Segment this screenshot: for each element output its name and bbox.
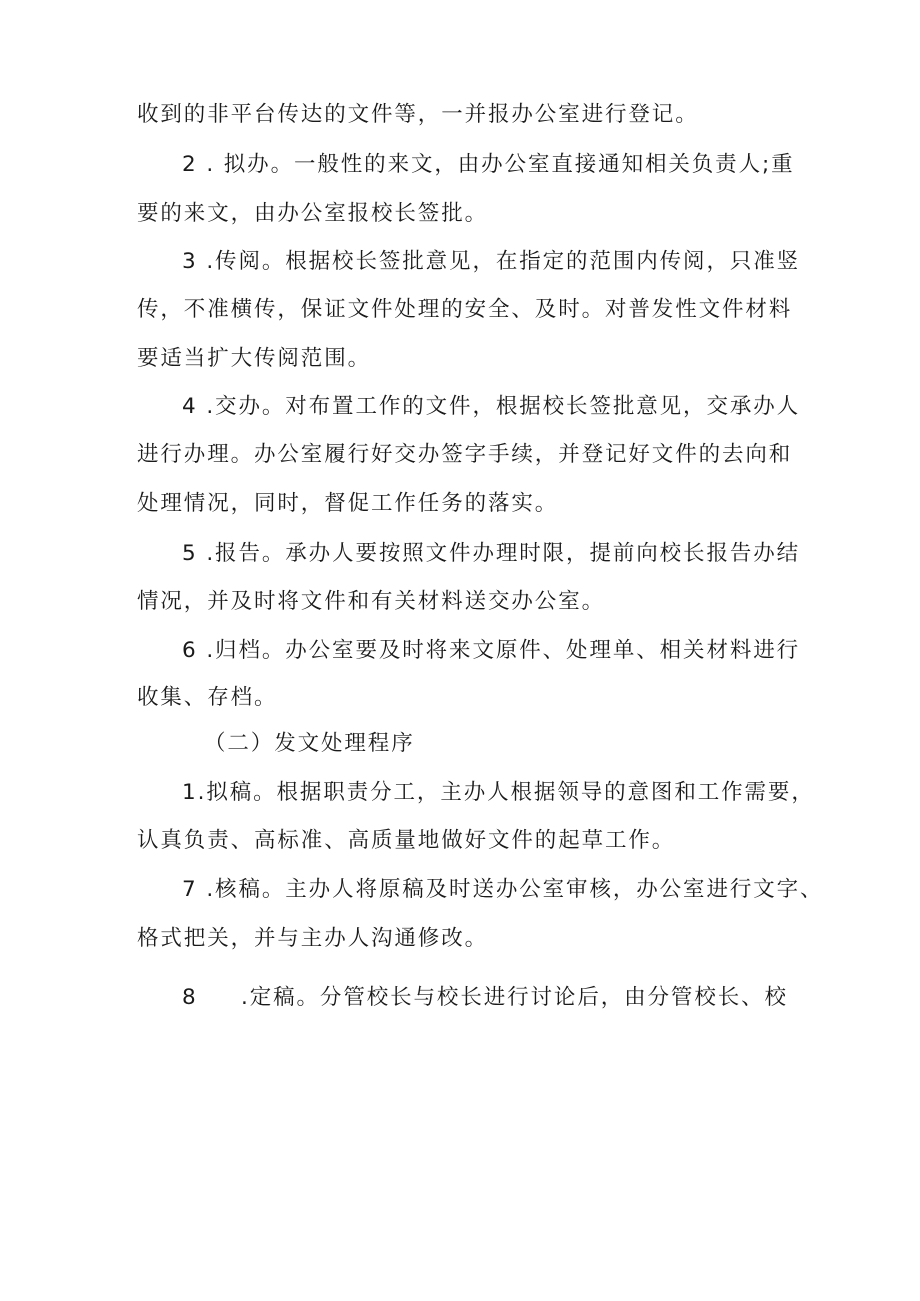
text-line: 收集、存档。: [137, 685, 278, 710]
text-line: 处理情况，同时，督促工作任务的落实。: [137, 491, 559, 516]
text-line: 要适当扩大传阅范围。: [137, 346, 372, 371]
text-line: 要的来文，由办公室报校长签批。: [137, 201, 489, 226]
text-line: 格式把关，并与主办人沟通修改。: [137, 926, 489, 951]
item-number: 8: [182, 985, 196, 1010]
text-line: 传，不准横传，保证文件处理的安全、及时。对普发性文件材料: [137, 297, 793, 322]
text-line: 认真负责、高标准、高质量地做好文件的起草工作。: [137, 828, 676, 853]
text-line: 3 .传阅。根据校长签批意见，在指定的范围内传阅，只准竖: [182, 249, 801, 274]
section-heading: （二）发文处理程序: [204, 731, 415, 756]
text-line: 2 . 拟办。一般性的来文，由办公室直接通知相关负责人;重: [182, 152, 795, 177]
text-line: 6 .归档。办公室要及时将来文原件、处理单、相关材料进行: [182, 638, 801, 663]
text-line: 进行办理。办公室履行好交办签字手续，并登记好文件的去向和: [137, 442, 793, 467]
text-line: 4 .交办。对布置工作的文件，根据校长签批意见，交承办人: [182, 394, 801, 419]
text-line: 1.拟稿。根据职责分工，主办人根据领导的意图和工作需要，: [182, 780, 815, 805]
text-line: 7 .核稿。主办人将原稿及时送办公室审核，办公室进行文字、: [182, 877, 824, 902]
text-line: 情况，并及时将文件和有关材料送交办公室。: [137, 589, 606, 614]
text-line: 5 .报告。承办人要按照文件办理时限，提前向校长报告办结: [182, 541, 801, 566]
text-line: .定稿。分管校长与校长进行讨论后，由分管校长、校: [241, 985, 788, 1010]
text-line: 收到的非平台传达的文件等，一并报办公室进行登记。: [137, 102, 699, 127]
